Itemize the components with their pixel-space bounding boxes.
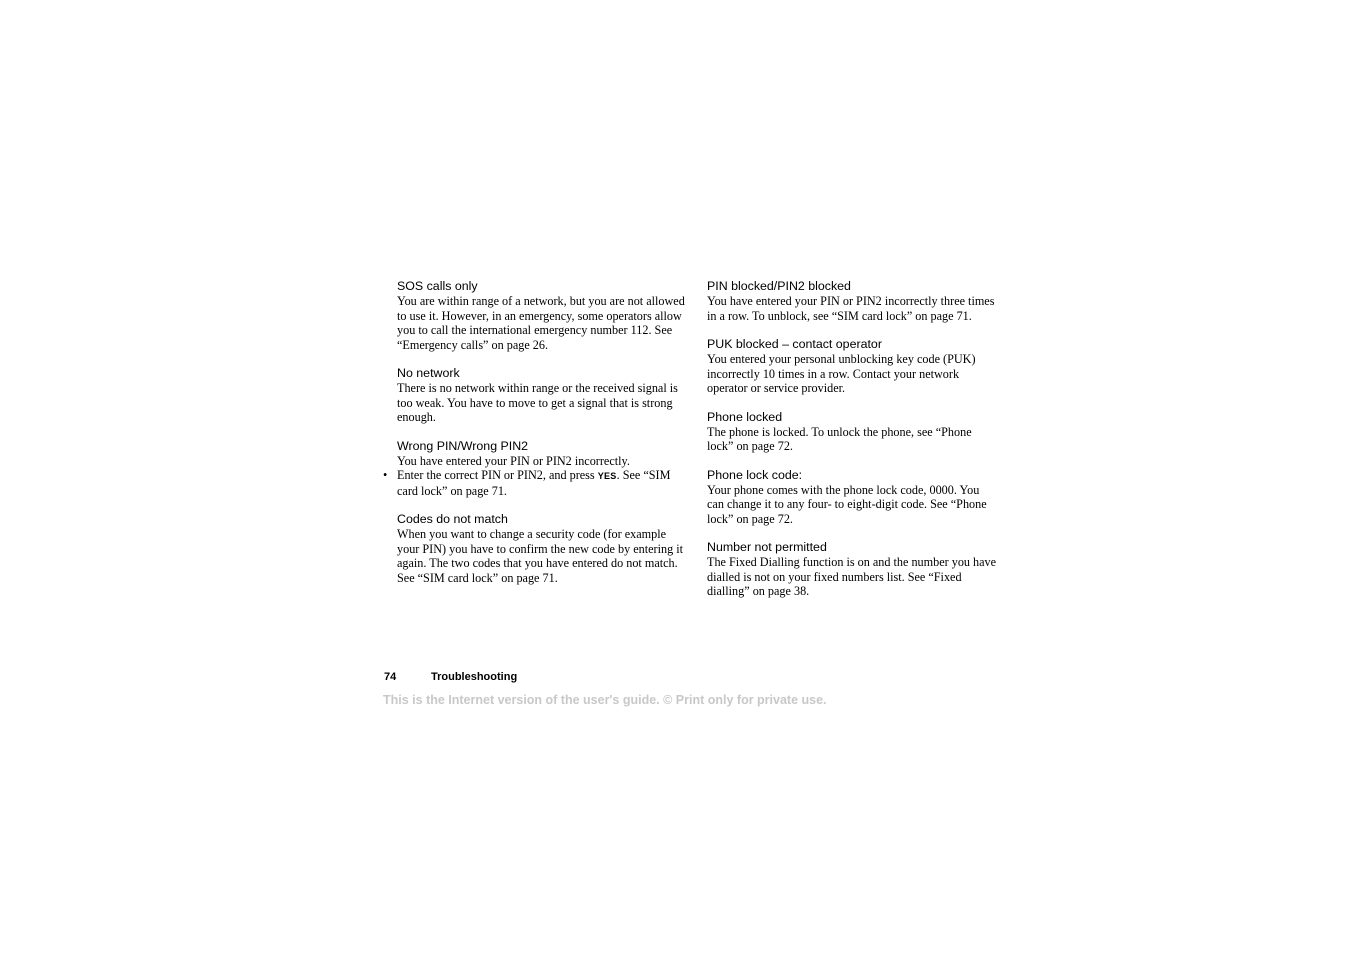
section-body: The phone is locked. To unlock the phone, see “Phone lock” on page 72. — [707, 424, 972, 453]
section-heading: Phone lock code: — [707, 467, 803, 482]
footer-section-title: Troubleshooting — [431, 671, 518, 683]
yes-key-label: YES — [597, 471, 617, 481]
section-wrong-pin — [383, 438, 689, 499]
section-body: You have entered your PIN or PIN2 incorrectly. — [397, 453, 630, 468]
section-heading: No network — [397, 366, 460, 380]
bullet-text-before: Enter the correct PIN or PIN2, and press — [397, 468, 598, 482]
section-sos-calls-only — [397, 279, 689, 352]
page-number: 74 — [384, 671, 397, 683]
section-no-network — [397, 366, 689, 425]
section-heading: PUK blocked – contact operator — [707, 337, 882, 351]
section-body: There is no network within range or the received signal is too weak. You have to move to get a signal that is strong enough. — [397, 381, 678, 424]
section-body: When you want to change a security code (for example your PIN) you have to confirm the new code by entering it again. The two codes that you have entered do not match. See “SIM card lock” on page 71. — [397, 527, 683, 585]
watermark-notice: This is the Internet version of the user's guide. © Print only for private use. — [383, 693, 827, 707]
bullet-item — [383, 468, 689, 498]
section-body: You have entered your PIN or PIN2 incorrectly three times in a row. To unblock, see “SIM card lock” on page 71. — [707, 294, 995, 323]
right-column — [707, 279, 997, 613]
section-phone-locked — [707, 410, 997, 454]
section-body: The Fixed Dialling function is on and the number you have dialled is not on your fixed numbers list. See “Fixed dialling” on page 38. — [707, 555, 997, 598]
section-heading: Codes do not match — [397, 512, 508, 526]
section-heading: SOS calls only — [397, 279, 478, 293]
bullet-text-after: . See “SIM card lock” on page 71. — [397, 468, 671, 498]
section-heading: PIN blocked/PIN2 blocked — [707, 279, 851, 293]
section-body: You entered your personal unblocking key code (PUK) incorrectly 10 times in a row. Contact your network operator or service provider. — [707, 352, 976, 395]
page-footer — [384, 671, 517, 683]
section-codes-do-not-match — [397, 512, 689, 585]
bullet-icon: • — [383, 468, 388, 482]
section-number-not-permitted — [707, 540, 997, 599]
section-body: You are within range of a network, but you are not allowed to use it. However, in an emergency, some operators allow you to call the international emergency number 112. See “Emergency calls” on page 26. — [397, 294, 685, 352]
left-column — [383, 279, 689, 599]
section-heading: Phone locked — [707, 409, 783, 424]
section-heading: Number not permitted — [707, 540, 827, 554]
section-puk-blocked — [707, 337, 997, 396]
section-pin-blocked — [707, 279, 997, 323]
section-heading: Wrong PIN/Wrong PIN2 — [397, 438, 529, 453]
section-phone-lock-code — [707, 468, 997, 527]
section-body: Your phone comes with the phone lock code, 0000. You can change it to any four- to eight-digit code. See “Phone lock” on page 72. — [707, 482, 987, 526]
